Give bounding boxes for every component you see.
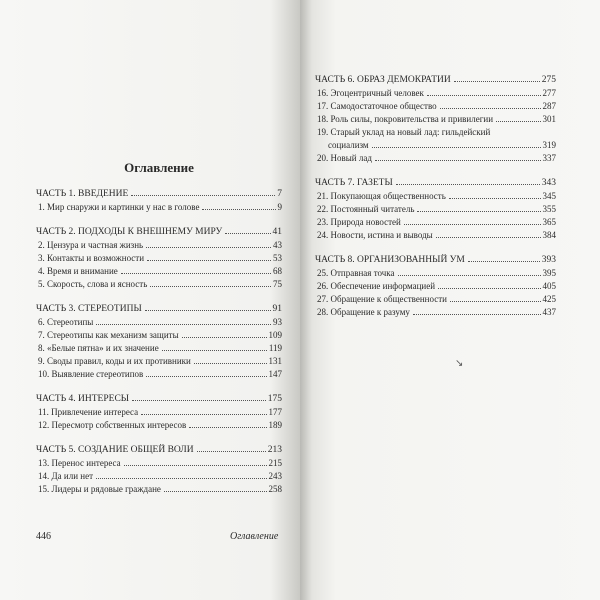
toc-chapter-entry [315,216,556,229]
toc-dot-leader [404,224,541,225]
toc-chapter-entry [36,265,282,278]
right-toc-list [315,74,556,319]
toc-chapter-entry [36,419,282,432]
toc-entry-page: 75 [273,279,282,289]
toc-entry-page: 319 [542,140,556,150]
toc-gap [315,165,556,177]
toc-entry-title: 17. Самодостаточное общество [317,101,437,111]
toc-chapter-entry [315,203,556,216]
toc-dot-leader [131,195,275,196]
toc-entry-page: 91 [272,304,282,314]
toc-entry-title: 20. Новый лад [317,153,372,163]
toc-dot-leader [150,286,271,287]
toc-entry-page: 175 [267,394,282,404]
toc-chapter-entry [315,139,556,152]
toc-dot-leader [96,324,271,325]
toc-entry-title: 6. Стереотипы [38,317,94,327]
toc-dot-leader [496,121,540,122]
toc-dot-leader [182,337,267,338]
toc-dot-leader [436,237,541,238]
toc-dot-leader [398,275,541,276]
toc-entry-page: 395 [542,268,556,278]
toc-entry-title: ЧАСТЬ 5. СОЗДАНИЕ ОБЩЕЙ ВОЛИ [36,445,194,455]
toc-entry-title: 11. Привлечение интереса [38,407,139,417]
toc-dot-leader [146,247,271,248]
toc-entry-page: 41 [272,227,282,237]
toc-entry-title: 8. «Белые пятна» и их значение [38,343,159,353]
pencil-mark-icon: ↘ [455,358,464,369]
toc-entry-page: 345 [542,191,556,201]
toc-dot-leader [146,376,266,377]
toc-entry-page: 287 [542,101,556,111]
toc-entry-page: 425 [542,294,556,304]
toc-entry-page: 109 [268,330,282,340]
toc-entry-page: 258 [268,484,282,494]
page-number: 446 [36,531,51,542]
toc-entry-title: ЧАСТЬ 4. ИНТЕРЕСЫ [36,394,130,404]
toc-entry-page: 177 [268,407,282,417]
toc-heading: Оглавление [124,160,194,175]
toc-gap [36,291,282,303]
toc-part-entry [36,393,282,406]
toc-entry-page: 131 [268,356,282,366]
toc-dot-leader [375,160,541,161]
toc-entry-page: 277 [542,88,556,98]
toc-dot-leader [194,363,267,364]
toc-part-entry [315,254,556,267]
left-toc-list [36,188,282,496]
toc-entry-title: 18. Роль силы, покровительства и привилегии [317,114,494,124]
toc-entry-page: 119 [268,343,282,353]
toc-entry-title: 16. Эгоцентричный человек [317,88,424,98]
toc-entry-title: ЧАСТЬ 6. ОБРАЗ ДЕМОКРАТИИ [315,75,451,85]
toc-entry-page: 393 [541,255,556,265]
toc-dot-leader [197,451,266,452]
toc-chapter-entry [36,239,282,252]
toc-entry-page: 68 [273,266,282,276]
toc-chapter-entry [315,126,556,139]
toc-chapter-entry [315,190,556,203]
toc-dot-leader [124,465,267,466]
toc-dot-leader [427,95,541,96]
toc-dot-leader [189,427,266,428]
toc-dot-leader [449,198,541,199]
toc-dot-leader [454,81,540,82]
toc-entry-page: 343 [541,178,556,188]
toc-chapter-entry [315,100,556,113]
toc-entry-page: 7 [277,189,282,199]
toc-chapter-entry [36,368,282,381]
toc-entry-page: 365 [542,217,556,227]
toc-entry-page: 301 [542,114,556,124]
toc-chapter-entry [315,87,556,100]
toc-entry-page: 337 [542,153,556,163]
toc-entry-title: 3. Контакты и возможности [38,253,145,263]
toc-entry-page: 405 [542,281,556,291]
toc-entry-page: 53 [273,253,282,263]
toc-entry-title: 25. Отправная точка [317,268,395,278]
toc-gap [36,432,282,444]
toc-entry-page: 275 [541,75,556,85]
toc-entry-title: 13. Перенос интереса [38,458,121,468]
toc-dot-leader [141,414,266,415]
toc-entry-title: 27. Обращение к общественности [317,294,447,304]
toc-entry-title: 14. Да или нет [38,471,94,481]
toc-entry-title: 5. Скорость, слова и ясность [38,279,148,289]
toc-dot-leader [145,310,271,311]
toc-entry-page: 93 [273,317,282,327]
toc-chapter-entry [315,267,556,280]
toc-chapter-entry [36,252,282,265]
toc-entry-page: 384 [542,230,556,240]
toc-entry-page: 215 [268,458,282,468]
toc-dot-leader [132,400,266,401]
toc-dot-leader [121,273,271,274]
toc-chapter-entry [315,113,556,126]
toc-chapter-entry [36,470,282,483]
toc-chapter-entry [36,406,282,419]
toc-part-entry [315,74,556,87]
toc-entry-title: ЧАСТЬ 1. ВВЕДЕНИЕ [36,189,129,199]
toc-entry-page: 437 [542,307,556,317]
toc-entry-title: 4. Время и внимание [38,266,118,276]
toc-chapter-entry [315,229,556,242]
toc-entry-title: 28. Обращение к разуму [317,307,410,317]
toc-dot-leader [413,314,541,315]
toc-chapter-entry [36,355,282,368]
toc-part-entry [36,444,282,457]
toc-entry-title: 2. Цензура и частная жизнь [38,240,144,250]
toc-dot-leader [438,288,540,289]
toc-entry-title: ЧАСТЬ 7. ГАЗЕТЫ [315,178,393,188]
toc-entry-title: 24. Новости, истина и выводы [317,230,433,240]
toc-part-entry [36,226,282,239]
toc-entry-title: 12. Пересмотр собственных интересов [38,420,187,430]
toc-chapter-entry [36,278,282,291]
toc-entry-title: ЧАСТЬ 2. ПОДХОДЫ К ВНЕШНЕМУ МИРУ [36,227,223,237]
toc-entry-page: 189 [268,420,282,430]
toc-entry-title: ЧАСТЬ 3. СТЕРЕОТИПЫ [36,304,142,314]
toc-entry-title: ЧАСТЬ 8. ОРГАНИЗОВАННЫЙ УМ [315,255,465,265]
toc-entry-title: 7. Стереотипы как механизм защиты [38,330,179,340]
toc-entry-title: 22. Постоянный читатель [317,204,415,214]
toc-entry-page: 43 [273,240,282,250]
toc-chapter-entry [36,329,282,342]
toc-chapter-entry [315,152,556,165]
toc-chapter-entry [36,483,282,496]
toc-chapter-entry [315,280,556,293]
toc-part-entry [315,177,556,190]
toc-entry-title: 1. Мир снаружи и картинки у нас в голове [38,202,200,212]
toc-chapter-entry [36,316,282,329]
toc-dot-leader [96,478,266,479]
toc-dot-leader [450,301,541,302]
toc-dot-leader [396,184,540,185]
toc-dot-leader [468,261,540,262]
toc-entry-page: 213 [267,445,282,455]
toc-entry-page: 355 [542,204,556,214]
toc-entry-page: 147 [268,369,282,379]
right-page [300,0,600,600]
running-title: Оглавление [230,531,279,542]
toc-dot-leader [202,209,275,210]
toc-gap [36,381,282,393]
toc-entry-title: 9. Своды правил, коды и их противники [38,356,191,366]
toc-entry-title: 10. Выявление стереотипов [38,369,144,379]
toc-entry-page: 9 [277,202,282,212]
toc-chapter-entry [315,306,556,319]
toc-entry-title: 21. Покупающая общественность [317,191,446,201]
toc-dot-leader [372,147,541,148]
toc-entry-page: 243 [268,471,282,481]
toc-part-entry [36,188,282,201]
toc-entry-title: 26. Обеспечение информацией [317,281,436,291]
toc-chapter-entry [315,293,556,306]
toc-chapter-entry [36,201,282,214]
toc-entry-title: 23. Природа новостей [317,217,401,227]
toc-chapter-entry [36,457,282,470]
toc-gap [315,242,556,254]
toc-entry-title: 19. Старый уклад на новый лад: гильдейский [317,127,491,137]
toc-entry-title: 15. Лидеры и рядовые граждане [38,484,161,494]
toc-entry-title: социализм [328,140,369,150]
toc-dot-leader [162,350,267,351]
toc-gap [36,214,282,226]
toc-dot-leader [225,233,270,234]
toc-part-entry [36,303,282,316]
toc-dot-leader [147,260,271,261]
toc-dot-leader [164,491,267,492]
toc-dot-leader [440,108,541,109]
toc-dot-leader [417,211,540,212]
toc-chapter-entry [36,342,282,355]
